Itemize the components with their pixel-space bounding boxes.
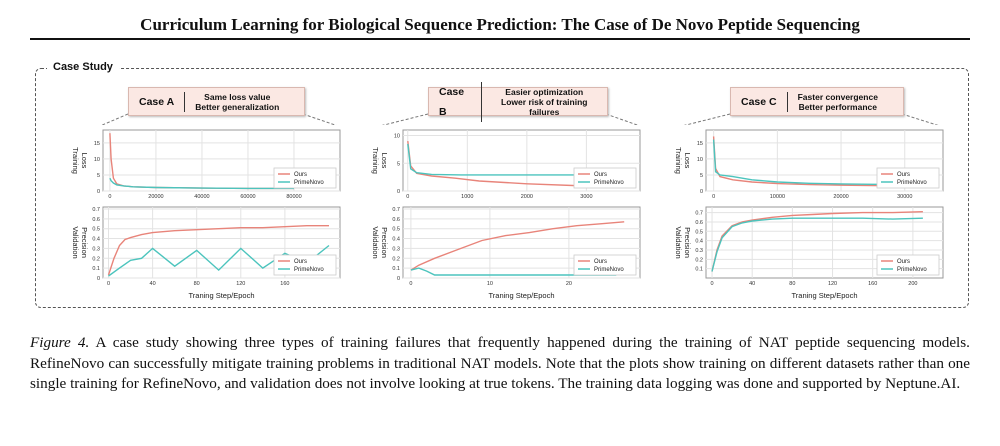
case-a-name: Case A: [129, 92, 185, 112]
y-tick-label: 0.6: [392, 216, 400, 223]
x-tick-label: 2000: [520, 194, 533, 200]
y-tick-label: 0: [699, 189, 703, 195]
x-tick-label: 10: [486, 281, 493, 287]
x-tick-label: 0: [108, 194, 112, 200]
y-tick-label: 0: [96, 276, 100, 282]
x-tick-label: 160: [280, 281, 290, 287]
y-tick-label: 0.5: [392, 226, 400, 233]
y-tick-label: 0.7: [92, 206, 100, 213]
x-tick-label: 1000: [461, 194, 474, 200]
case-a-line2: Better generalization: [195, 101, 280, 112]
legend-label: Ours: [897, 259, 911, 265]
x-axis-label: Traning Step/Epoch: [488, 291, 555, 300]
x-tick-label: 40: [749, 281, 756, 287]
y-tick-label: 10: [696, 156, 703, 163]
x-tick-label: 80: [193, 281, 200, 287]
y-tick-label: 0.2: [695, 257, 703, 264]
y-axis-label: Loss: [380, 152, 389, 169]
x-tick-label: 160: [868, 281, 878, 287]
y-tick-label: 5: [396, 161, 400, 168]
y-axis-label: Validation: [71, 226, 80, 259]
legend-label: Ours: [294, 172, 308, 178]
case-b-precision-chart: [355, 203, 645, 300]
case-a-line1: Same loss value: [204, 91, 271, 102]
x-tick-label: 30000: [897, 194, 913, 200]
case-a-label: [128, 87, 305, 116]
y-tick-label: 0: [396, 189, 400, 195]
legend-label: PrimeNovo: [594, 267, 624, 273]
y-tick-label: 10: [393, 133, 400, 140]
x-tick-label: 0: [409, 281, 413, 287]
legend-label: PrimeNovo: [594, 180, 624, 186]
case-a-loss-chart: [55, 125, 345, 203]
y-axis-label: Training: [71, 147, 80, 174]
x-tick-label: 120: [827, 281, 838, 287]
paper-title: Curriculum Learning for Biological Sequence Prediction: The Case of De Novo Peptide Sequencing: [140, 15, 860, 34]
x-tick-label: 0: [710, 281, 714, 287]
y-tick-label: 0.1: [92, 266, 100, 273]
x-tick-label: 10000: [769, 194, 786, 200]
x-tick-label: 60000: [240, 194, 256, 200]
x-axis-label: Traning Step/Epoch: [188, 291, 255, 300]
figure-caption: [30, 333, 970, 395]
legend-label: PrimeNovo: [294, 267, 324, 273]
legend-label: Ours: [897, 172, 911, 178]
x-tick-label: 3000: [580, 194, 593, 200]
case-a-description: [185, 92, 289, 112]
legend-label: PrimeNovo: [897, 180, 927, 186]
y-tick-label: 0.2: [392, 256, 400, 263]
case-c-label: [730, 87, 904, 116]
case-b-line2: Lower risk of training failures: [501, 96, 588, 117]
x-tick-label: 20000: [148, 194, 164, 200]
y-tick-label: 0.3: [92, 246, 100, 253]
case-b-description: [482, 87, 607, 117]
y-axis-label: Loss: [683, 152, 692, 169]
x-tick-label: 200: [908, 281, 918, 287]
y-tick-label: 0.5: [92, 226, 100, 233]
y-axis-label: Validation: [371, 226, 380, 259]
y-axis-label: Validation: [674, 226, 683, 259]
case-c-loss-chart: [658, 125, 948, 203]
legend-label: PrimeNovo: [294, 180, 324, 186]
y-axis-label: Training: [371, 147, 380, 174]
y-tick-label: 0: [96, 189, 100, 195]
y-axis-label: Loss: [80, 152, 89, 169]
legend-label: PrimeNovo: [897, 267, 927, 273]
caption-text: A case study showing three types of training failures that frequently happened during the training of NAT peptide sequencing models. RefineNovo can successfully mitigate training problems in traditional NAT models. Note that the plots show training on different datasets rather than one single training for RefineNovo, and validation does not involve looking at true tokens. The training data logging was done and supported by Neptune.AI.: [30, 334, 970, 392]
x-axis-label: Traning Step/Epoch: [791, 291, 858, 300]
x-tick-label: 0: [406, 194, 410, 200]
case-c-line2: Better performance: [798, 101, 877, 112]
y-tick-label: 0.1: [695, 266, 703, 273]
case-b-name: Case B: [429, 82, 482, 122]
case-b-line1: Easier optimization: [505, 86, 584, 97]
case-c-line1: Faster convergence: [797, 91, 878, 102]
legend-label: Ours: [294, 259, 308, 265]
x-tick-label: 40000: [194, 194, 210, 200]
case-b-label: [428, 87, 608, 116]
case-c-precision-chart: [658, 203, 948, 300]
y-tick-label: 0.4: [392, 236, 400, 243]
case-b-loss-chart: [355, 125, 645, 203]
y-axis-label: Training: [674, 147, 683, 174]
y-tick-label: 0.7: [392, 206, 400, 213]
case-c-name: Case C: [731, 92, 788, 112]
y-tick-label: 5: [96, 172, 100, 179]
y-tick-label: 0.3: [695, 247, 703, 254]
y-tick-label: 10: [93, 156, 100, 163]
y-tick-label: 0.3: [392, 246, 400, 253]
case-c-description: [788, 92, 888, 112]
x-tick-label: 80000: [286, 194, 302, 200]
y-tick-label: 0: [396, 276, 400, 282]
y-tick-label: 0.6: [695, 219, 703, 226]
x-tick-label: 0: [712, 194, 716, 200]
y-tick-label: 0.1: [392, 266, 400, 273]
y-tick-label: 0.4: [92, 236, 100, 243]
x-tick-label: 40: [149, 281, 156, 287]
y-tick-label: 0.2: [92, 256, 100, 263]
x-tick-label: 20000: [833, 194, 849, 200]
case-a-precision-chart: [55, 203, 345, 300]
y-tick-label: 15: [93, 140, 100, 147]
y-tick-label: 0.6: [92, 216, 100, 223]
x-tick-label: 20: [565, 281, 572, 287]
y-axis-label: Precision: [80, 227, 89, 258]
x-tick-label: 80: [789, 281, 796, 287]
x-tick-label: 0: [106, 281, 111, 287]
case-study-label: Case Study: [47, 61, 119, 73]
y-tick-label: 15: [696, 140, 703, 147]
y-axis-label: Precision: [380, 227, 389, 258]
figure-label: Figure 4.: [30, 334, 90, 351]
y-axis-label: Precision: [683, 227, 692, 258]
legend-label: Ours: [594, 259, 608, 265]
y-tick-label: 5: [699, 172, 703, 179]
y-tick-label: 0.5: [695, 229, 703, 236]
y-tick-label: 0.7: [695, 210, 703, 217]
x-tick-label: 120: [236, 281, 246, 287]
y-tick-label: 0.4: [695, 238, 703, 245]
legend-label: Ours: [594, 172, 608, 178]
